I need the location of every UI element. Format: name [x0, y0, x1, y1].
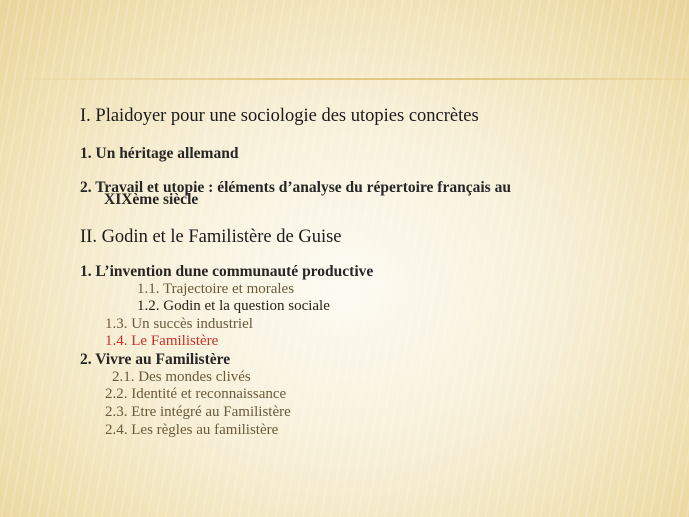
section1-sub-1: 1.1. Trajectoire et morales: [137, 281, 295, 297]
part1-title: I. Plaidoyer pour une sociologie des utopies concrètes: [80, 106, 479, 126]
section2-heading: 2. Vivre au Familistère: [80, 351, 231, 368]
part1-item-2-line1: 2. Travail et utopie : éléments d’analyse du répertoire français au: [80, 179, 511, 196]
section2-sub-4: 2.4. Les règles au familistère: [105, 422, 279, 438]
section1-sub-4: 1.4. Le Familistère: [105, 333, 219, 349]
section2-sub-1: 2.1. Des mondes clivés: [112, 369, 251, 385]
part1-item-1: 1. Un héritage allemand: [80, 145, 239, 162]
part2-title: II. Godin et le Familistère de Guise: [80, 227, 342, 247]
decorative-rule: [0, 78, 689, 80]
section1-sub-2: 1.2. Godin et la question sociale: [137, 298, 330, 314]
section1-sub-3: 1.3. Un succès industriel: [105, 316, 253, 332]
section2-sub-3: 2.3. Etre intégré au Familistère: [105, 404, 291, 420]
section2-sub-2: 2.2. Identité et reconnaissance: [105, 386, 287, 402]
part1-item-2-line2: XIXème siècle: [104, 191, 199, 208]
section1-heading: 1. L’invention dune communauté productive: [80, 263, 374, 280]
